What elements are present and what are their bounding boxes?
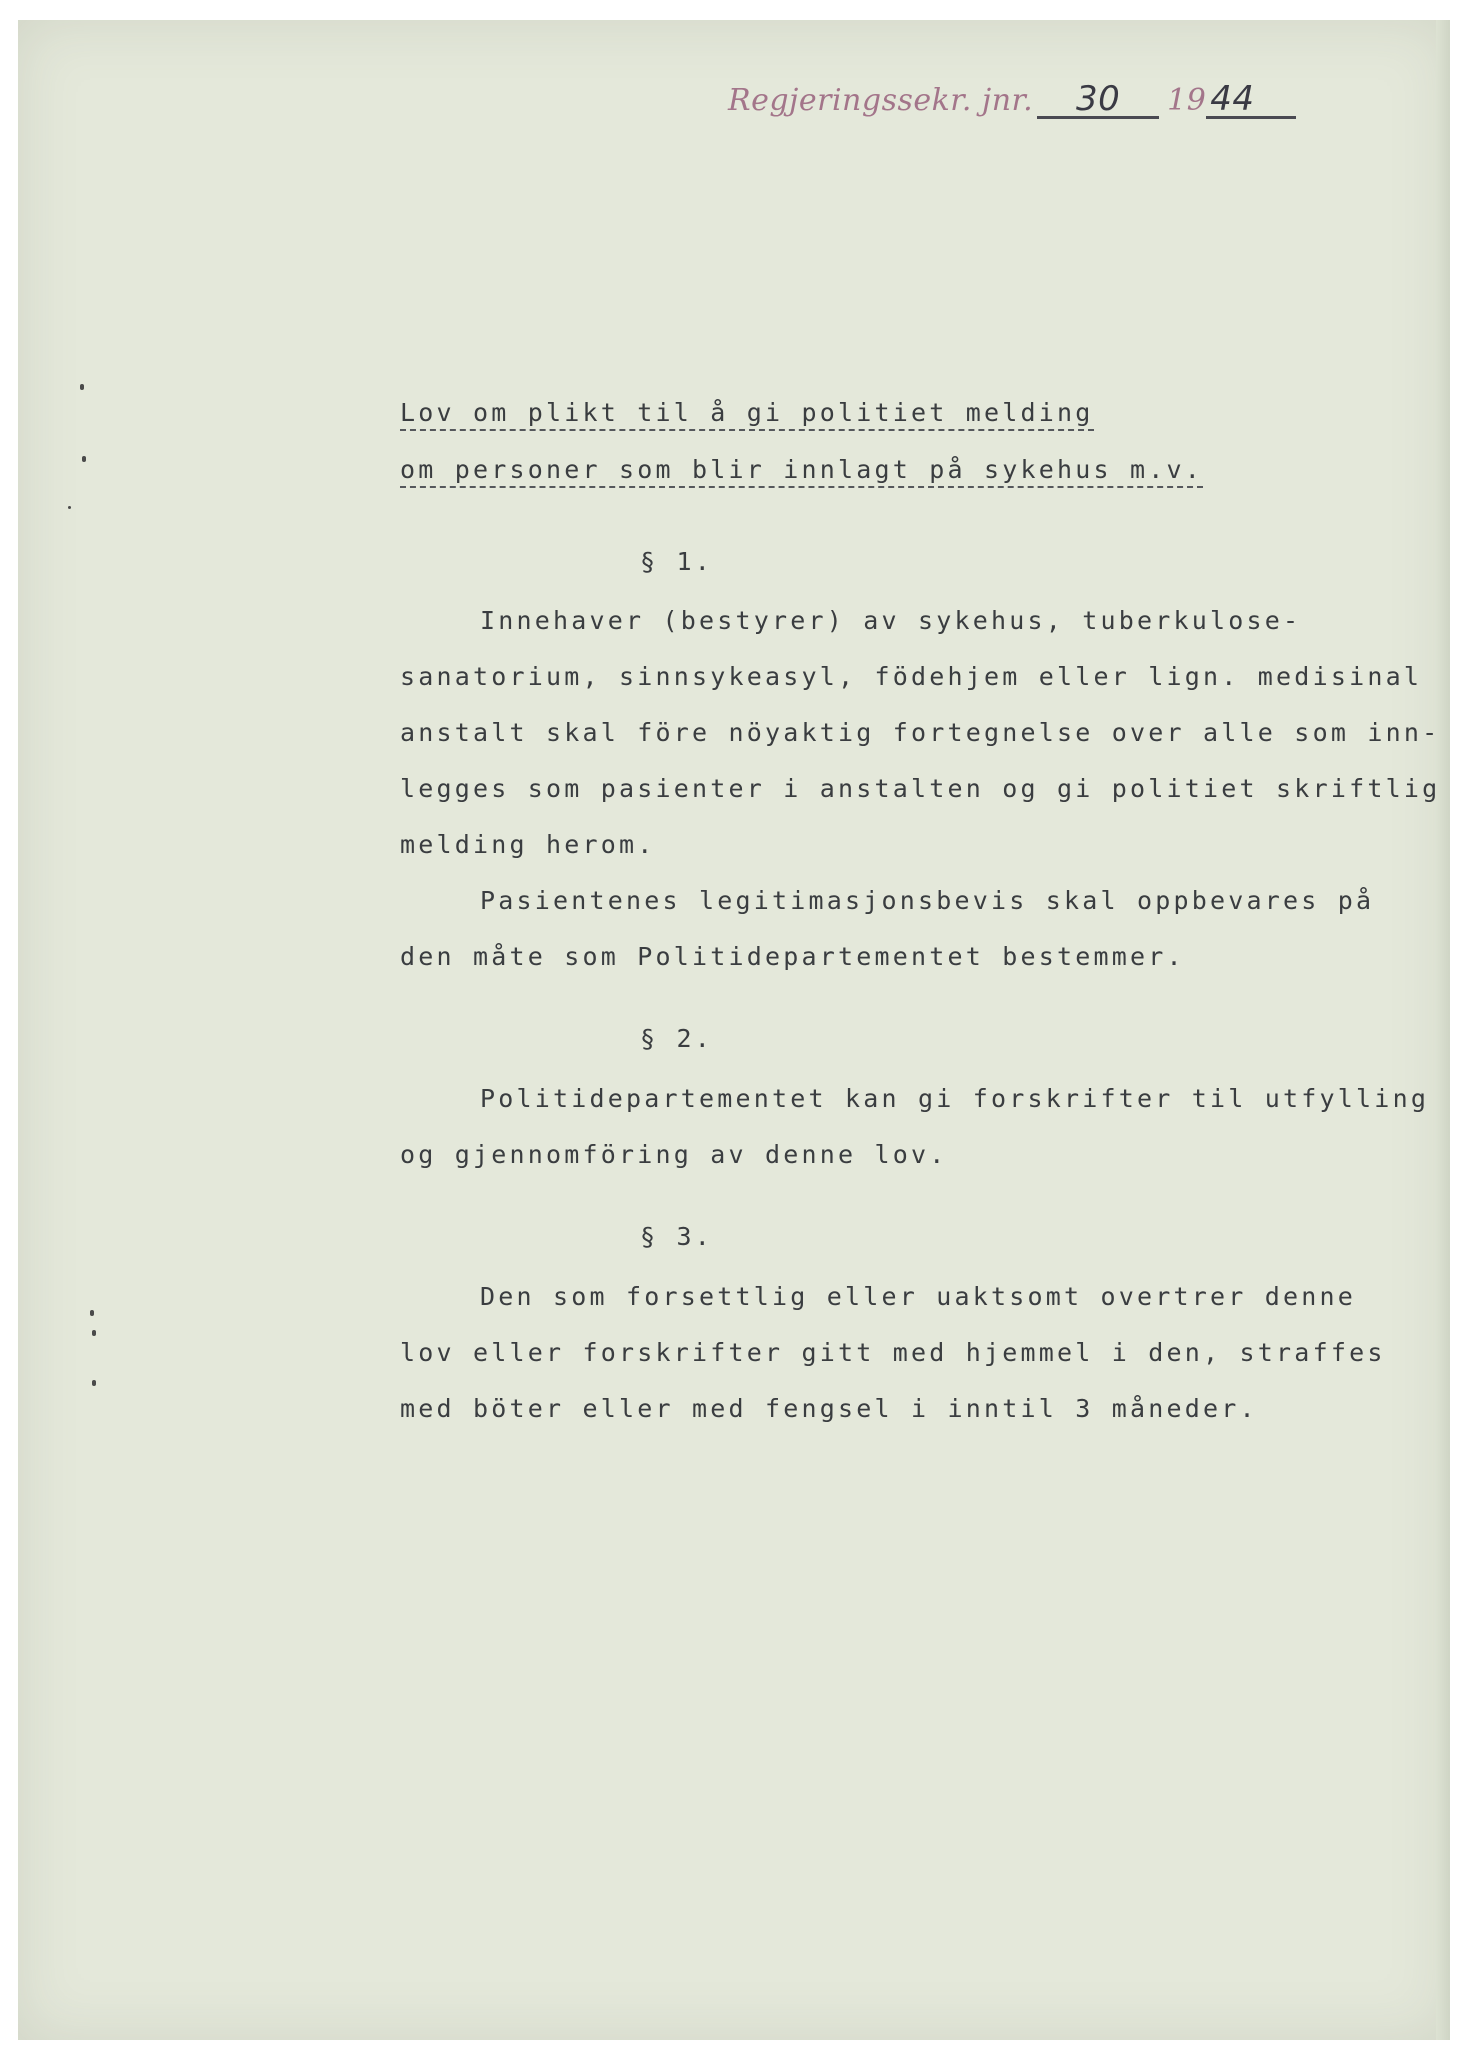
stamp-year-suffix: 44 (1206, 82, 1296, 119)
section-3-line: Den som forsettlig eller uaktsomt overtrer denne (480, 1282, 1357, 1311)
section-1-line: anstalt skal före nöyaktig fortegnelse over alle som inn- (400, 718, 1441, 747)
title-line-1: Lov om plikt til å gi politiet melding (400, 398, 1094, 431)
stamp-year-prefix: 19 (1167, 83, 1207, 118)
margin-mark (92, 1330, 96, 1336)
section-1-line: sanatorium, sinnsykeasyl, födehjem eller lign. medisinal (400, 662, 1423, 691)
stamp-label: Regjeringssekr. jnr. (728, 83, 1034, 118)
section-2-heading: § 2. (640, 1024, 714, 1053)
section-1-line: den måte som Politidepartementet bestemmer. (400, 942, 1185, 971)
journal-number: 30 (1037, 82, 1159, 119)
margin-mark (92, 1380, 96, 1386)
section-2-line: og gjennomföring av denne lov. (400, 1140, 948, 1169)
section-1-line: legges som pasienter i anstalten og gi politiet skriftlig (400, 774, 1441, 803)
section-1-heading: § 1. (640, 547, 714, 576)
margin-mark (68, 506, 71, 509)
section-2-line: Politidepartementet kan gi forskrifter til utfylling (480, 1084, 1430, 1113)
margin-mark (82, 456, 86, 462)
title-line-2: om personer som blir innlagt på sykehus m.v. (400, 455, 1203, 488)
journal-stamp (728, 79, 1296, 119)
section-1-line: Pasientenes legitimasjonsbevis skal oppbevares på (480, 886, 1375, 915)
section-1-line: melding herom. (400, 830, 656, 859)
section-1-line: Innehaver (bestyrer) av sykehus, tuberkulose- (480, 606, 1302, 635)
section-3-line: med böter eller med fengsel i inntil 3 måneder. (400, 1394, 1258, 1423)
document-page (18, 20, 1450, 2040)
margin-mark (80, 384, 84, 390)
margin-mark (90, 1310, 94, 1316)
section-3-line: lov eller forskrifter gitt med hjemmel i den, straffes (400, 1338, 1386, 1367)
section-3-heading: § 3. (640, 1222, 714, 1251)
page-edge (1436, 20, 1450, 2040)
